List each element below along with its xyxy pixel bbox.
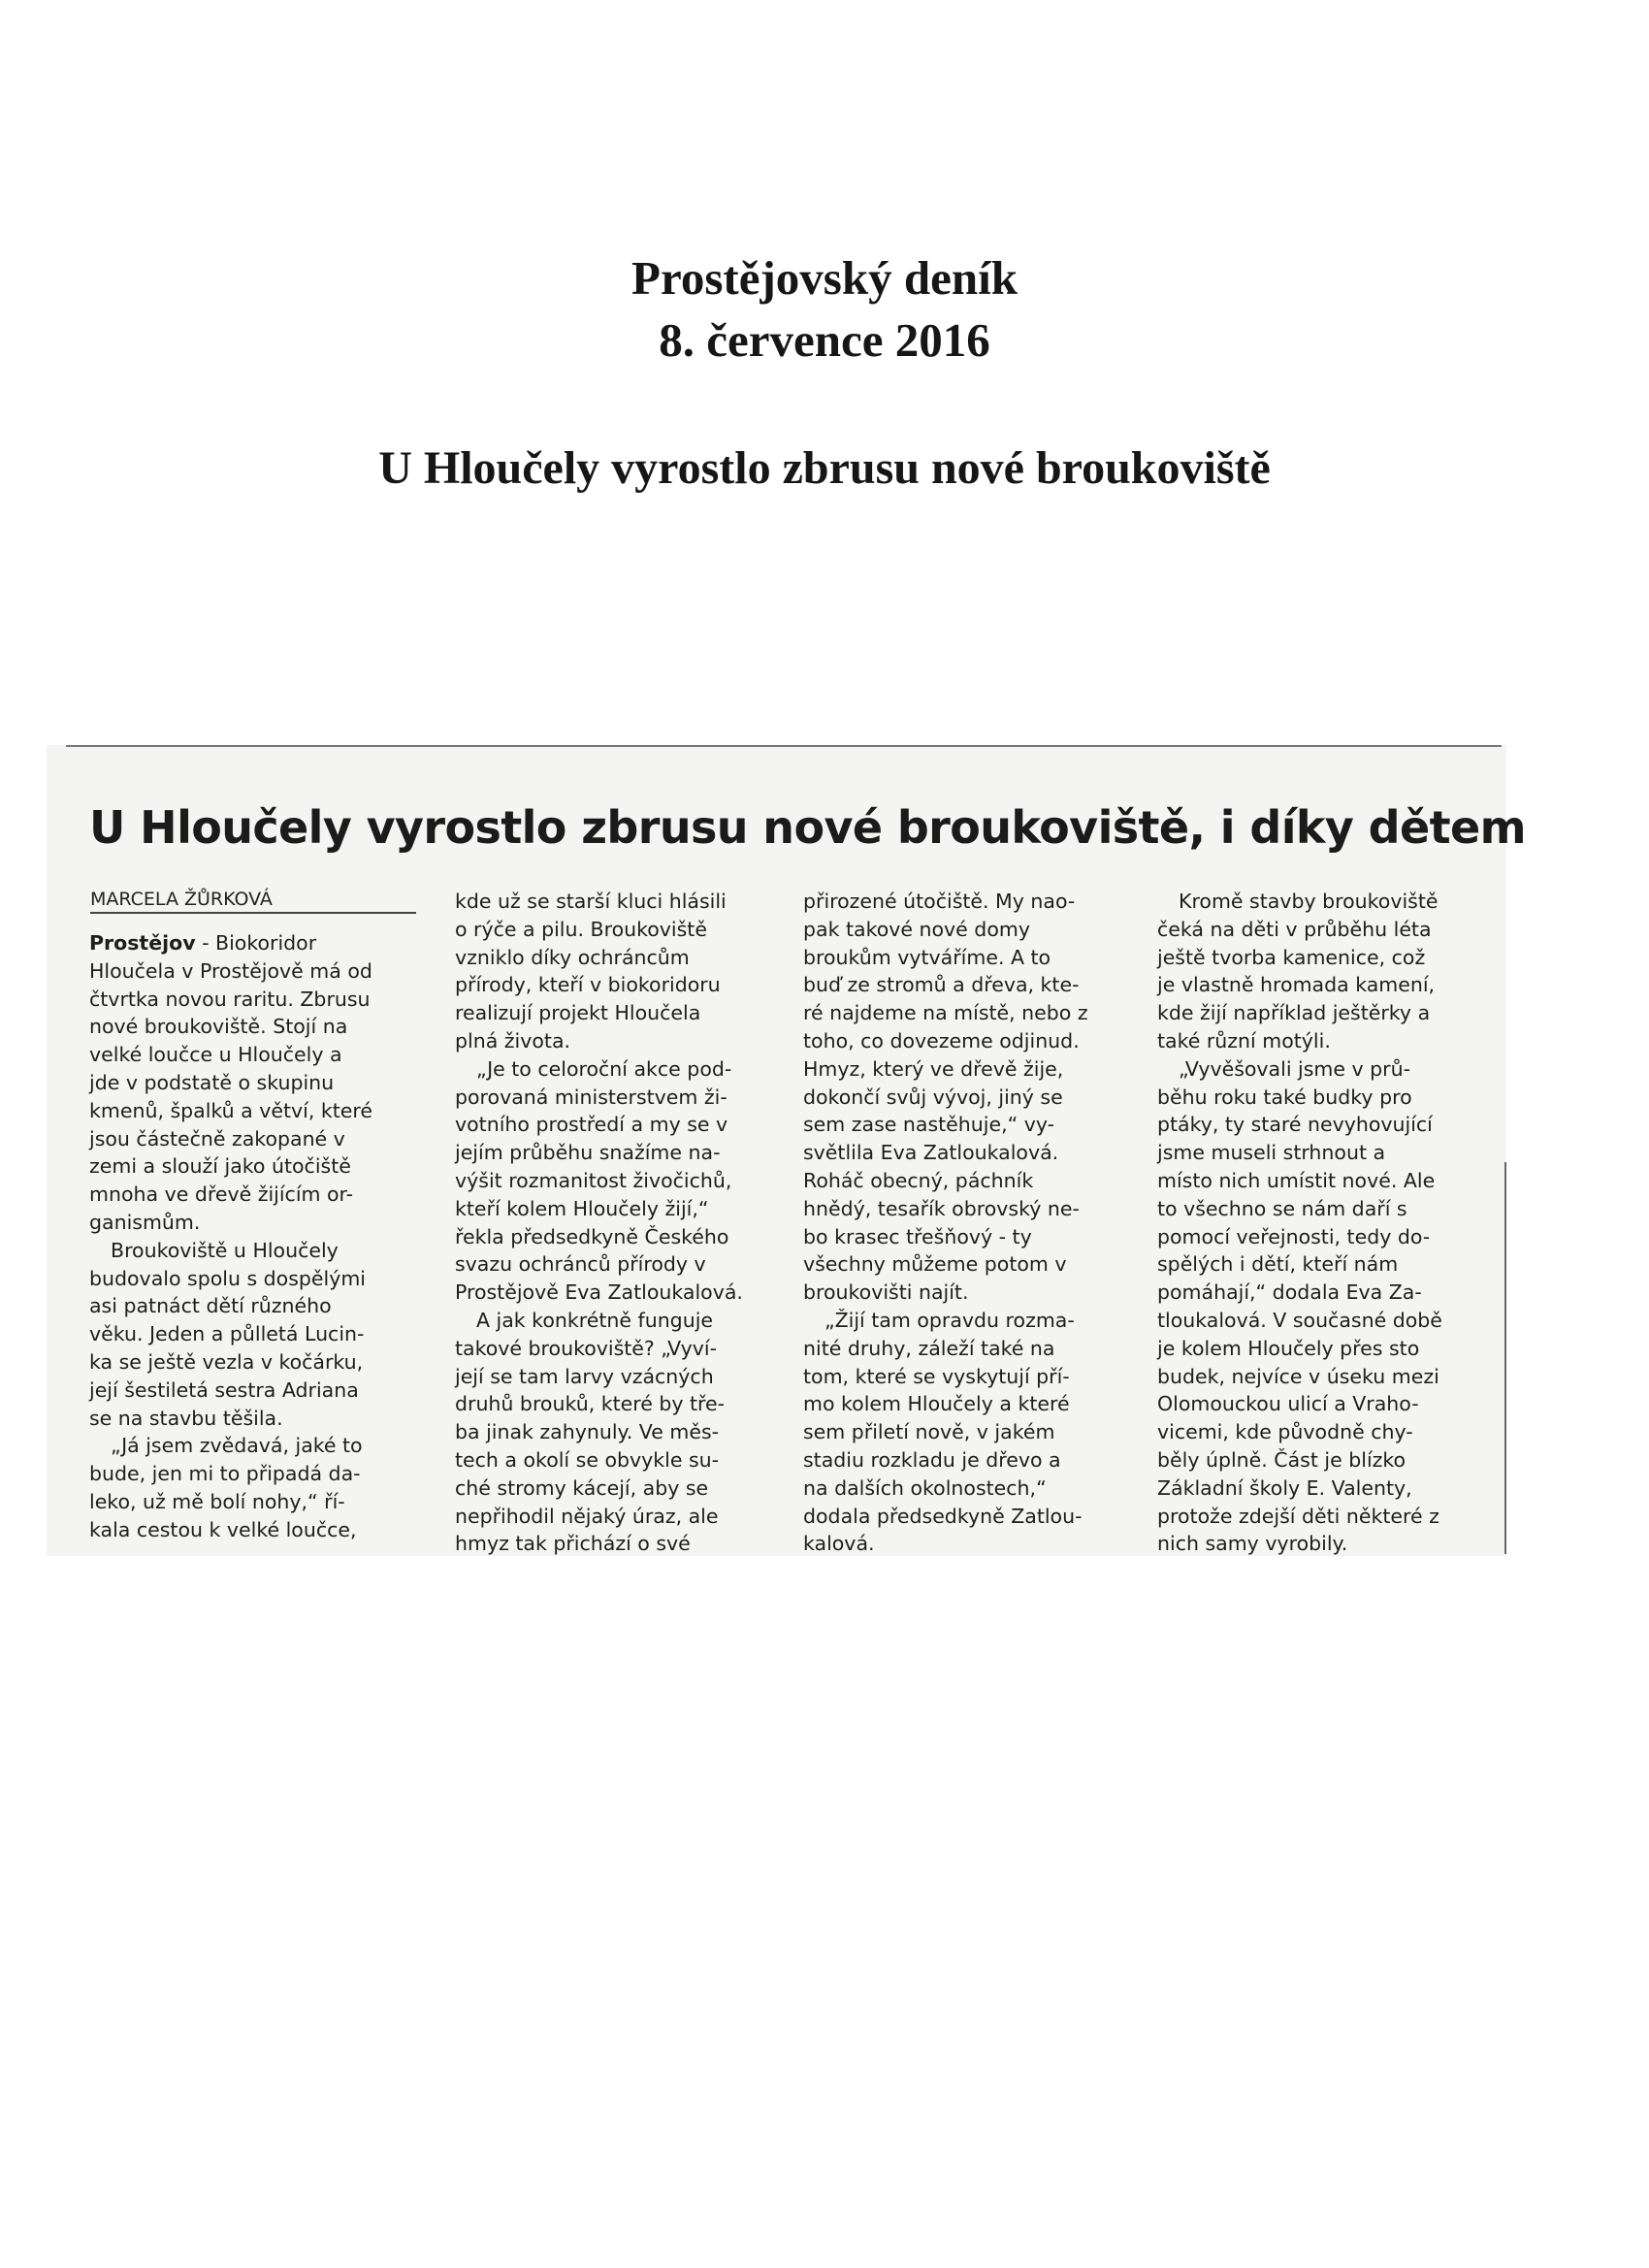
page-headline: U Hloučely vyrostlo zbrusu nové broukoviště	[378, 442, 1271, 494]
article-line: pomáhají,“ dodala Eva Za-	[1157, 1280, 1422, 1305]
article-line: leko, už mě bolí nohy,“ ří-	[89, 1489, 345, 1513]
article-line: toho, co dovezeme odjinud.	[803, 1028, 1080, 1053]
article-headline: U Hloučely vyrostlo zbrusu nové broukoviště, i díky dětem	[89, 801, 1526, 854]
article-line: broukovišti najít.	[803, 1280, 969, 1305]
article-line: „Žijí tam opravdu rozma-	[824, 1308, 1075, 1332]
article-line: stadiu rozkladu je dřevo a	[803, 1447, 1061, 1472]
article-line: jde v podstatě o skupinu	[89, 1070, 335, 1094]
article-line: je vlastně hromada kamení,	[1157, 973, 1436, 997]
publication-date: 8. července 2016	[659, 313, 990, 367]
article-line: bude, jen mi to připadá da-	[89, 1462, 361, 1486]
article-line: dodala předsedkyně Zatlou-	[803, 1504, 1083, 1528]
article-line: Základní školy E. Valenty,	[1157, 1475, 1412, 1500]
article-line: přirozené útočiště. My nao-	[803, 890, 1076, 913]
article-line: buď ze stromů a dřeva, kte-	[803, 973, 1080, 997]
clipping-top-rule	[66, 745, 1502, 747]
article-line: budek, nejvíce v úseku mezi	[1157, 1364, 1439, 1388]
newspaper-name: Prostějovský deník	[631, 251, 1018, 305]
article-line: „Já jsem zvědavá, jaké to	[111, 1434, 363, 1458]
article-line: Broukoviště u Hloučely	[111, 1238, 339, 1262]
article-line: její šestiletá sestra Adriana	[89, 1377, 359, 1402]
article-line: Prostějově Eva Zatloukalová.	[455, 1280, 743, 1305]
article-line: asi patnáct dětí různého	[89, 1294, 332, 1318]
article-line: sem přiletí nově, v jakém	[803, 1420, 1055, 1444]
article-line: „Vyvěšovali jsme v prů-	[1179, 1056, 1410, 1081]
article-line: Hloučela v Prostějově má od	[89, 958, 372, 983]
article-line: protože zdejší děti některé z	[1157, 1504, 1439, 1528]
article-line: kde už se starší kluci hlásili	[455, 890, 727, 913]
article-line: čtvrtka novou raritu. Zbrusu	[89, 987, 371, 1011]
article-line: kde žijí například ještěrky a	[1157, 1001, 1431, 1025]
article-line: Olomouckou ulicí a Vraho-	[1157, 1392, 1419, 1416]
article-line: ba jinak zahynuly. Ve měs-	[455, 1420, 720, 1444]
article-line: o rýče a pilu. Broukoviště	[455, 917, 707, 941]
article-line: výšit rozmanitost živočichů,	[455, 1168, 732, 1192]
article-byline: MARCELA ŽŮRKOVÁ	[90, 889, 416, 914]
article-line: ganismům.	[89, 1210, 201, 1234]
article-line: ka se ještě vezla v kočárku,	[89, 1349, 364, 1374]
article-dateline: Prostějov	[89, 931, 196, 955]
article-line: kteří kolem Hloučely žijí,“	[455, 1196, 709, 1220]
article-line: světlila Eva Zatloukalová.	[803, 1141, 1059, 1165]
article-line: ché stromy kácejí, aby se	[455, 1475, 709, 1500]
article-column-4	[1157, 888, 1497, 1558]
article-line: ré najdeme na místě, nebo z	[803, 1001, 1088, 1025]
article-line: budovalo spolu s dospělými	[89, 1266, 366, 1290]
newspaper-clipping	[47, 745, 1526, 1556]
article-column-1	[89, 929, 429, 1544]
article-line: dokončí svůj vývoj, jiný se	[803, 1085, 1063, 1109]
article-line: tloukalová. V současné době	[1157, 1308, 1442, 1332]
article-line: svazu ochránců přírody v	[455, 1252, 706, 1277]
article-line: její se tam larvy vzácných	[455, 1364, 714, 1388]
article-column-3	[803, 888, 1143, 1558]
article-line: se na stavbu těšila.	[89, 1406, 283, 1430]
article-line: řekla předsedkyně Českého	[455, 1224, 729, 1248]
article-line: jsou částečně zakopané v	[89, 1126, 345, 1150]
article-line: ještě tvorba kamenice, což	[1157, 945, 1426, 969]
article-line: „Je to celoroční akce pod-	[476, 1056, 732, 1081]
article-line: jsme museli strhnout a	[1157, 1141, 1386, 1165]
article-line: tech a okolí se obvykle su-	[455, 1447, 720, 1472]
article-line: mo kolem Hloučely a které	[803, 1392, 1070, 1416]
article-line-text: - Biokoridor	[195, 931, 317, 955]
article-line: votního prostředí a my se v	[455, 1113, 728, 1137]
article-line: takové broukoviště? „Vyví-	[455, 1336, 717, 1360]
article-line: také různí motýli.	[1157, 1028, 1331, 1053]
clipping-right-rule	[1504, 1162, 1506, 1554]
article-line: nepřihodil nějaký úraz, ale	[455, 1504, 719, 1528]
article-line: jejím průběhu snažíme na-	[455, 1141, 721, 1165]
article-line: věku. Jeden a půlletá Lucin-	[89, 1322, 365, 1346]
article-line: A jak konkrétně funguje	[476, 1308, 713, 1332]
article-line: místo nich umístit nové. Ale	[1157, 1168, 1436, 1192]
article-line: realizují projekt Hloučela	[455, 1001, 701, 1025]
article-line: broukům vytváříme. A to	[803, 945, 1051, 969]
article-line: zemi a slouží jako útočiště	[89, 1154, 351, 1179]
article-line: nich samy vyrobily.	[1157, 1532, 1348, 1556]
article-line: sem zase nastěhuje,“ vy-	[803, 1113, 1055, 1137]
article-line: Kromě stavby broukoviště	[1179, 890, 1439, 913]
article-line: vicemi, kde původně chy-	[1157, 1420, 1413, 1444]
article-line: vzniklo díky ochráncům	[455, 945, 690, 969]
article-column-2	[455, 888, 794, 1558]
article-line: tom, které se vyskytují pří-	[803, 1364, 1070, 1388]
article-line: mnoha ve dřevě žijícím or-	[89, 1183, 354, 1207]
article-line: nité druhy, záleží také na	[803, 1336, 1055, 1360]
article-line: všechny můžeme potom v	[803, 1252, 1067, 1277]
article-line: běhu roku také budky pro	[1157, 1085, 1412, 1109]
article-line: porovaná ministerstvem ži-	[455, 1085, 728, 1109]
article-line: druhů brouků, které by tře-	[455, 1392, 726, 1416]
article-line: běly úplně. Část je blízko	[1157, 1447, 1406, 1472]
article-line: to všechno se nám daří s	[1157, 1196, 1407, 1220]
article-line: na dalších okolnostech,“	[803, 1475, 1047, 1500]
article-line: hmyz tak přichází o své	[455, 1532, 691, 1556]
article-line: ptáky, ty staré nevyhovující	[1157, 1113, 1433, 1137]
article-line: kalová.	[803, 1532, 875, 1556]
article-line: čeká na děti v průběhu léta	[1157, 917, 1432, 941]
article-line: pomocí veřejnosti, tedy do-	[1157, 1224, 1431, 1248]
article-line: Hmyz, který ve dřevě žije,	[803, 1056, 1064, 1081]
article-line: hnědý, tesařík obrovský ne-	[803, 1196, 1080, 1220]
article-line: přírody, kteří v biokoridoru	[455, 973, 721, 997]
article-line: pak takové nové domy	[803, 917, 1030, 941]
article-line: Roháč obecný, páchník	[803, 1168, 1034, 1192]
article-line: velké loučce u Hloučely a	[89, 1043, 342, 1067]
article-line	[89, 929, 429, 957]
article-line: spělých i dětí, kteří nám	[1157, 1252, 1399, 1277]
article-line: nové broukoviště. Stojí na	[89, 1015, 348, 1039]
article-line: je kolem Hloučely přes sto	[1157, 1336, 1420, 1360]
article-line: plná života.	[455, 1028, 571, 1053]
article-line: kala cestou k velké loučce,	[89, 1517, 357, 1541]
article-line: kmenů, špalků a větví, které	[89, 1098, 373, 1122]
article-line: bo krasec třešňový - ty	[803, 1224, 1032, 1248]
